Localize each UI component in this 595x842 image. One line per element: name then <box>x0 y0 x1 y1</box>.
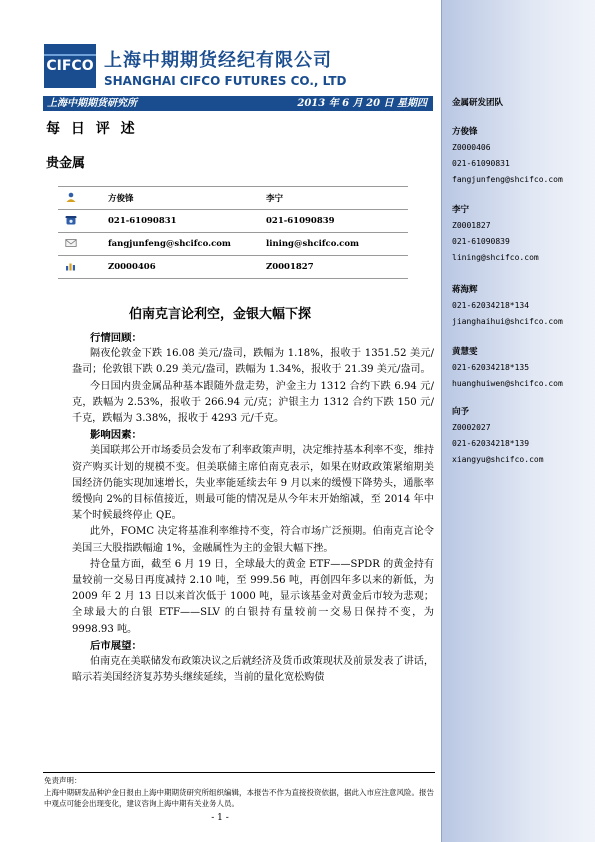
member-phone: 021-62034218*139 <box>452 439 530 448</box>
paragraph: 持仓量方面，截至 6 月 19 日，全球最大的黄金 ETF——SPDR 的黄金持有量较前一交易日再度减持 2.10 吨，至 999.56 吨，再创四年多以来的新低，为 2009 年 2 月 13 日以来首次低于 1000 吨，显示该基金对黄金后市较为悲观；全球最大的白银 ETF——SLV 的白银持有量较前一交易日保持不变，为 9998.93 吨。 <box>72 558 434 635</box>
team-member <box>452 404 544 468</box>
member-phone: 021-61090831 <box>452 159 510 168</box>
chart-icon <box>65 261 77 271</box>
heading-market-review: 行情回顾： <box>90 332 142 344</box>
contact-email-a: fangjunfeng@shcifco.com <box>84 233 256 256</box>
team-title: 金属研发团队 <box>452 98 504 108</box>
person-icon <box>65 192 77 202</box>
phone-icon <box>65 215 77 225</box>
contact-id-a: Z0000406 <box>84 256 256 279</box>
footer-divider <box>43 772 435 773</box>
member-id: Z0002027 <box>452 423 491 432</box>
logo-stripe <box>44 54 96 56</box>
contact-phone-b: 021-61090839 <box>256 210 408 233</box>
paragraph: 美国联邦公开市场委员会发布了利率政策声明，决定维持基本利率不变，维持资产购买计划的规模不变。但美联储主席伯南克表示，如果在财政政策紧缩期美国经济仍能实现加速增长，失业率能延续去年 9 月以来的缓慢下降势头，通胀率缓慢向 2%的目标值接近，则最可能的情况是从今年末开始缩减，至 2014 年中某个时候最终停止 QE。 <box>72 445 434 522</box>
paragraph: 今日国内贵金属品种基本跟随外盘走势，沪金主力 1312 合约下跌 6.94 元/克，跌幅为 2.53%，报收于 266.94 元/克；沪银主力 1312 合约下跌 150 元/千克，跌幅为 3.38%，报收于 4293 元/千克。 <box>72 380 434 425</box>
team-member <box>452 202 539 266</box>
mail-icon <box>65 238 77 248</box>
disclaimer-title: 免责声明： <box>44 776 82 785</box>
member-name: 蒋海辉 <box>452 285 478 295</box>
company-name-en: SHANGHAI CIFCO FUTURES CO., LTD <box>104 74 347 88</box>
member-name: 李宁 <box>452 205 470 215</box>
team-member <box>452 124 563 188</box>
contact-row-phone <box>58 210 408 233</box>
member-id: Z0001827 <box>452 221 491 230</box>
cifco-logo <box>44 44 96 88</box>
member-email: fangjunfeng@shcifco.com <box>452 175 563 184</box>
category-title: 贵金属 <box>46 156 86 171</box>
article-title: 伯南克言论利空，金银大幅下探 <box>128 307 311 322</box>
contact-row-email <box>58 233 408 256</box>
contact-email-b: lining@shcifco.com <box>256 233 408 256</box>
contact-name-a: 方俊锋 <box>84 187 256 210</box>
header-bar <box>43 96 433 111</box>
heading-factors: 影响因素： <box>90 429 142 442</box>
member-phone: 021-62034218*134 <box>452 301 530 310</box>
paragraph: 隔夜伦敦金下跌 16.08 美元/盎司，跌幅为 1.18%，报收于 1351.52 美元/盎司；伦敦银下跌 0.29 美元/盎司，跌幅为 1.34%，报收于 21.39 美元/盎司。 <box>72 348 434 376</box>
section-title: 每 日 评 述 <box>46 121 138 137</box>
member-phone: 021-61090839 <box>452 237 510 246</box>
contact-id-b: Z0001827 <box>256 256 408 279</box>
paragraph: 伯南克在美联储发布政策决议之后就经济及货币政策现状及前景发表了讲话，暗示若美国经济复苏势头继续延续，当前的量化宽松购债 <box>72 656 434 684</box>
member-name: 方俊锋 <box>452 127 478 137</box>
logo-text: CIFCO <box>46 58 94 74</box>
page-number: - 1 - <box>211 813 229 823</box>
company-name-cn: 上海中期期货经纪有限公司 <box>104 50 332 71</box>
member-name: 黄慧雯 <box>452 347 478 357</box>
member-name: 向予 <box>452 407 470 417</box>
report-date: 2013 年 6 月 20 日 星期四 <box>297 98 427 109</box>
contact-name-b: 李宁 <box>256 187 408 210</box>
member-id: Z0000406 <box>452 143 491 152</box>
article-body <box>72 330 434 686</box>
contact-phone-a: 021-61090831 <box>84 210 256 233</box>
institute-name: 上海中期期货研究所 <box>47 98 137 109</box>
member-email: lining@shcifco.com <box>452 253 539 262</box>
contact-table <box>58 186 408 279</box>
member-phone: 021-62034218*135 <box>452 363 530 372</box>
member-email: huanghuiwen@shcifco.com <box>452 379 563 388</box>
team-member <box>452 344 563 392</box>
member-email: xiangyu@shcifco.com <box>452 455 544 464</box>
paragraph: 此外，FOMC 决定将基准利率维持不变，符合市场广泛预期。伯南克言论令美国三大股指跌幅逾 1%，金融属性为主的金银大幅下挫。 <box>72 526 434 554</box>
heading-outlook: 后市展望： <box>90 639 142 652</box>
team-member <box>452 282 563 330</box>
member-email: jianghaihui@shcifco.com <box>452 317 563 326</box>
contact-row-name <box>58 187 408 210</box>
disclaimer-text: 上海中期研发品种沪金日报由上海中期期货研究所组织编辑，本报告不作为直接投资依据，据此入市应注意风险。报告中观点可能会出现变化，建议咨询上海中期有关业务人员。 <box>44 788 434 808</box>
contact-row-id <box>58 256 408 279</box>
